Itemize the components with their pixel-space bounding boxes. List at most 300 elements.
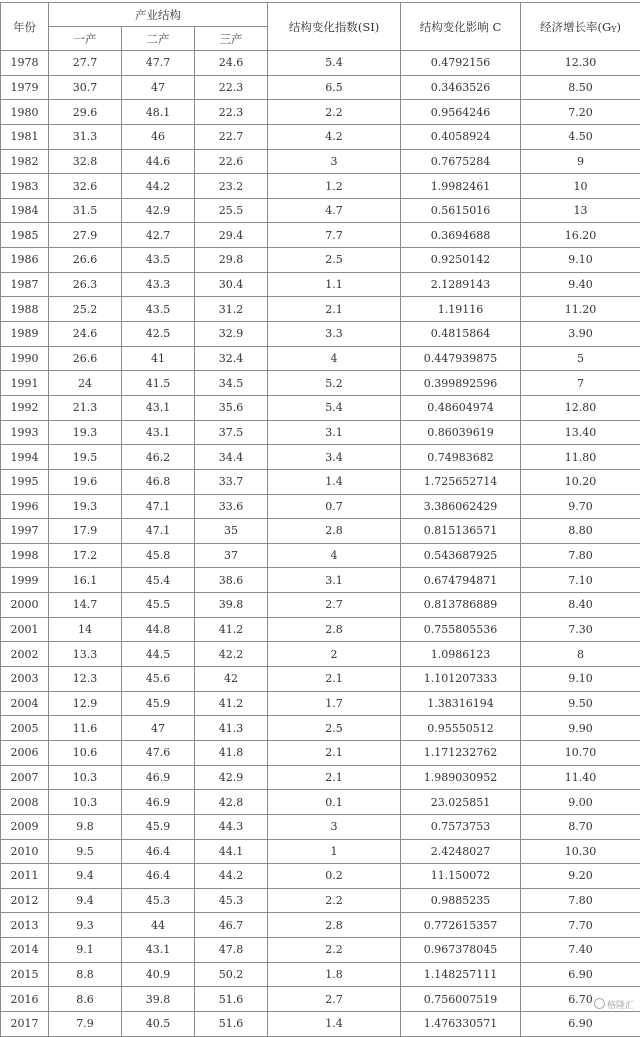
cell-c: 0.772615357 xyxy=(401,913,521,938)
cell-year: 2015 xyxy=(1,962,49,987)
cell-primary: 9.8 xyxy=(49,814,122,839)
cell-tertiary: 47.8 xyxy=(195,938,268,963)
cell-primary: 8.8 xyxy=(49,962,122,987)
table-row xyxy=(1,494,640,519)
cell-si: 2.7 xyxy=(268,987,401,1012)
cell-growth: 9.90 xyxy=(521,716,640,741)
cell-year: 1979 xyxy=(1,75,49,100)
cell-primary: 9.3 xyxy=(49,913,122,938)
table-row xyxy=(1,913,640,938)
table-row xyxy=(1,691,640,716)
cell-growth: 7.80 xyxy=(521,888,640,913)
cell-c: 23.025851 xyxy=(401,790,521,815)
cell-year: 2005 xyxy=(1,716,49,741)
cell-secondary: 46 xyxy=(122,124,195,149)
cell-secondary: 43.1 xyxy=(122,395,195,420)
cell-year: 2010 xyxy=(1,839,49,864)
cell-si: 2.1 xyxy=(268,297,401,322)
cell-c: 2.1289143 xyxy=(401,272,521,297)
cell-primary: 32.6 xyxy=(49,174,122,199)
cell-c: 0.399892596 xyxy=(401,371,521,396)
cell-tertiary: 32.4 xyxy=(195,346,268,371)
cell-growth: 3.90 xyxy=(521,322,640,347)
cell-si: 1.8 xyxy=(268,962,401,987)
cell-si: 2.1 xyxy=(268,740,401,765)
cell-secondary: 44.8 xyxy=(122,617,195,642)
cell-year: 1992 xyxy=(1,395,49,420)
cell-c: 0.9885235 xyxy=(401,888,521,913)
cell-secondary: 43.3 xyxy=(122,272,195,297)
cell-growth: 11.80 xyxy=(521,445,640,470)
cell-si: 5.4 xyxy=(268,395,401,420)
cell-growth: 4.50 xyxy=(521,124,640,149)
cell-year: 2013 xyxy=(1,913,49,938)
cell-tertiary: 42.2 xyxy=(195,642,268,667)
cell-year: 1981 xyxy=(1,124,49,149)
cell-primary: 24.6 xyxy=(49,322,122,347)
table-row xyxy=(1,346,640,371)
cell-year: 1995 xyxy=(1,469,49,494)
cell-c: 0.9564246 xyxy=(401,100,521,125)
cell-c: 0.3694688 xyxy=(401,223,521,248)
cell-primary: 31.3 xyxy=(49,124,122,149)
cell-secondary: 43.1 xyxy=(122,420,195,445)
cell-year: 1980 xyxy=(1,100,49,125)
cell-year: 2012 xyxy=(1,888,49,913)
cell-growth: 7.70 xyxy=(521,913,640,938)
cell-tertiary: 35 xyxy=(195,519,268,544)
header-primary: 一产 xyxy=(49,27,122,51)
cell-tertiary: 39.8 xyxy=(195,593,268,618)
cell-growth: 9.10 xyxy=(521,248,640,273)
table-row xyxy=(1,445,640,470)
cell-c: 1.476330571 xyxy=(401,1011,521,1036)
table-row xyxy=(1,543,640,568)
cell-c: 0.9250142 xyxy=(401,248,521,273)
cell-si: 4 xyxy=(268,543,401,568)
cell-si: 4.7 xyxy=(268,198,401,223)
cell-c: 0.813786889 xyxy=(401,593,521,618)
table-row xyxy=(1,519,640,544)
cell-year: 2007 xyxy=(1,765,49,790)
cell-tertiary: 25.5 xyxy=(195,198,268,223)
cell-si: 1.7 xyxy=(268,691,401,716)
cell-secondary: 45.9 xyxy=(122,814,195,839)
cell-secondary: 42.5 xyxy=(122,322,195,347)
cell-si: 2 xyxy=(268,642,401,667)
cell-growth: 10.20 xyxy=(521,469,640,494)
cell-growth: 9.40 xyxy=(521,272,640,297)
cell-secondary: 46.9 xyxy=(122,790,195,815)
watermark xyxy=(594,998,634,1011)
cell-year: 2000 xyxy=(1,593,49,618)
cell-secondary: 44.6 xyxy=(122,149,195,174)
cell-year: 1985 xyxy=(1,223,49,248)
cell-tertiary: 51.6 xyxy=(195,987,268,1012)
cell-primary: 19.3 xyxy=(49,494,122,519)
table-row xyxy=(1,864,640,889)
cell-growth: 6.90 xyxy=(521,962,640,987)
table-row xyxy=(1,51,640,76)
cell-year: 2003 xyxy=(1,667,49,692)
cell-secondary: 47.7 xyxy=(122,51,195,76)
cell-year: 1997 xyxy=(1,519,49,544)
table-row xyxy=(1,371,640,396)
cell-secondary: 41.5 xyxy=(122,371,195,396)
cell-growth: 9.50 xyxy=(521,691,640,716)
cell-si: 3 xyxy=(268,149,401,174)
cell-primary: 31.5 xyxy=(49,198,122,223)
table-row xyxy=(1,297,640,322)
cell-tertiary: 50.2 xyxy=(195,962,268,987)
cell-c: 0.447939875 xyxy=(401,346,521,371)
cell-year: 2009 xyxy=(1,814,49,839)
cell-c: 0.5615016 xyxy=(401,198,521,223)
cell-secondary: 46.8 xyxy=(122,469,195,494)
cell-growth: 8.40 xyxy=(521,593,640,618)
table-row xyxy=(1,124,640,149)
table-row xyxy=(1,765,640,790)
cell-si: 1.2 xyxy=(268,174,401,199)
cell-c: 0.755805536 xyxy=(401,617,521,642)
cell-tertiary: 44.1 xyxy=(195,839,268,864)
table-row xyxy=(1,814,640,839)
table-row xyxy=(1,716,640,741)
cell-secondary: 44.2 xyxy=(122,174,195,199)
cell-growth: 9 xyxy=(521,149,640,174)
cell-si: 3.4 xyxy=(268,445,401,470)
cell-si: 3.1 xyxy=(268,568,401,593)
cell-growth: 6.90 xyxy=(521,1011,640,1036)
cell-si: 2.7 xyxy=(268,593,401,618)
table-row xyxy=(1,174,640,199)
cell-primary: 7.9 xyxy=(49,1011,122,1036)
cell-tertiary: 33.6 xyxy=(195,494,268,519)
cell-tertiary: 30.4 xyxy=(195,272,268,297)
cell-primary: 32.8 xyxy=(49,149,122,174)
cell-year: 1988 xyxy=(1,297,49,322)
cell-c: 0.4792156 xyxy=(401,51,521,76)
cell-growth: 12.80 xyxy=(521,395,640,420)
table-row xyxy=(1,420,640,445)
cell-year: 2016 xyxy=(1,987,49,1012)
cell-primary: 19.5 xyxy=(49,445,122,470)
cell-primary: 9.5 xyxy=(49,839,122,864)
cell-secondary: 47 xyxy=(122,75,195,100)
cell-si: 3.1 xyxy=(268,420,401,445)
cell-growth: 16.20 xyxy=(521,223,640,248)
cell-c: 0.74983682 xyxy=(401,445,521,470)
cell-growth: 9.20 xyxy=(521,864,640,889)
cell-secondary: 45.3 xyxy=(122,888,195,913)
watermark-logo-icon xyxy=(594,998,605,1009)
cell-growth: 13.40 xyxy=(521,420,640,445)
cell-tertiary: 42.9 xyxy=(195,765,268,790)
cell-secondary: 45.6 xyxy=(122,667,195,692)
cell-growth: 7.40 xyxy=(521,938,640,963)
cell-year: 2017 xyxy=(1,1011,49,1036)
cell-si: 0.7 xyxy=(268,494,401,519)
cell-growth: 7 xyxy=(521,371,640,396)
cell-c: 1.148257111 xyxy=(401,962,521,987)
cell-c: 1.19116 xyxy=(401,297,521,322)
cell-year: 1996 xyxy=(1,494,49,519)
cell-primary: 9.4 xyxy=(49,864,122,889)
cell-c: 11.150072 xyxy=(401,864,521,889)
cell-secondary: 39.8 xyxy=(122,987,195,1012)
cell-si: 2.1 xyxy=(268,667,401,692)
cell-si: 0.1 xyxy=(268,790,401,815)
cell-si: 0.2 xyxy=(268,864,401,889)
cell-growth: 11.20 xyxy=(521,297,640,322)
cell-tertiary: 31.2 xyxy=(195,297,268,322)
cell-primary: 8.6 xyxy=(49,987,122,1012)
cell-tertiary: 38.6 xyxy=(195,568,268,593)
cell-tertiary: 41.2 xyxy=(195,691,268,716)
cell-c: 0.7573753 xyxy=(401,814,521,839)
cell-primary: 24 xyxy=(49,371,122,396)
cell-growth: 12.30 xyxy=(521,51,640,76)
cell-primary: 17.2 xyxy=(49,543,122,568)
table-row xyxy=(1,248,640,273)
cell-year: 1991 xyxy=(1,371,49,396)
cell-c: 1.9982461 xyxy=(401,174,521,199)
cell-c: 0.967378045 xyxy=(401,938,521,963)
header-growth xyxy=(521,3,640,51)
cell-c: 1.0986123 xyxy=(401,642,521,667)
cell-tertiary: 44.3 xyxy=(195,814,268,839)
cell-si: 2.8 xyxy=(268,519,401,544)
cell-growth: 8.80 xyxy=(521,519,640,544)
cell-year: 2006 xyxy=(1,740,49,765)
cell-c: 0.7675284 xyxy=(401,149,521,174)
cell-primary: 13.3 xyxy=(49,642,122,667)
cell-secondary: 42.9 xyxy=(122,198,195,223)
cell-primary: 9.1 xyxy=(49,938,122,963)
cell-si: 2.8 xyxy=(268,913,401,938)
cell-c: 1.989030952 xyxy=(401,765,521,790)
cell-tertiary: 34.4 xyxy=(195,445,268,470)
cell-growth: 7.20 xyxy=(521,100,640,125)
header-c: 结构变化影响 C xyxy=(401,3,521,51)
cell-year: 1982 xyxy=(1,149,49,174)
cell-tertiary: 22.3 xyxy=(195,75,268,100)
cell-year: 1998 xyxy=(1,543,49,568)
cell-si: 1.4 xyxy=(268,1011,401,1036)
cell-secondary: 47.1 xyxy=(122,519,195,544)
cell-growth: 5 xyxy=(521,346,640,371)
cell-si: 2.2 xyxy=(268,938,401,963)
cell-tertiary: 37 xyxy=(195,543,268,568)
cell-c: 0.674794871 xyxy=(401,568,521,593)
header-si: 结构变化指数(SI) xyxy=(268,3,401,51)
industry-structure-table xyxy=(0,2,640,1037)
table-row xyxy=(1,987,640,1012)
cell-c: 1.38316194 xyxy=(401,691,521,716)
cell-year: 1989 xyxy=(1,322,49,347)
cell-primary: 12.3 xyxy=(49,667,122,692)
cell-tertiary: 35.6 xyxy=(195,395,268,420)
cell-si: 1.1 xyxy=(268,272,401,297)
cell-tertiary: 41.8 xyxy=(195,740,268,765)
table-row xyxy=(1,938,640,963)
cell-c: 0.86039619 xyxy=(401,420,521,445)
cell-growth: 11.40 xyxy=(521,765,640,790)
cell-si: 2.2 xyxy=(268,888,401,913)
cell-si: 1.4 xyxy=(268,469,401,494)
header-secondary: 二产 xyxy=(122,27,195,51)
cell-si: 5.2 xyxy=(268,371,401,396)
cell-secondary: 45.9 xyxy=(122,691,195,716)
cell-c: 0.756007519 xyxy=(401,987,521,1012)
cell-secondary: 47.1 xyxy=(122,494,195,519)
table-row xyxy=(1,568,640,593)
cell-year: 1986 xyxy=(1,248,49,273)
cell-growth: 10 xyxy=(521,174,640,199)
table-row xyxy=(1,642,640,667)
cell-si: 2.5 xyxy=(268,248,401,273)
cell-primary: 26.6 xyxy=(49,248,122,273)
cell-year: 1993 xyxy=(1,420,49,445)
cell-growth: 10.70 xyxy=(521,740,640,765)
cell-growth: 13 xyxy=(521,198,640,223)
header-year: 年份 xyxy=(1,3,49,51)
cell-primary: 17.9 xyxy=(49,519,122,544)
cell-primary: 10.6 xyxy=(49,740,122,765)
cell-growth: 9.00 xyxy=(521,790,640,815)
cell-secondary: 46.9 xyxy=(122,765,195,790)
table-row xyxy=(1,839,640,864)
cell-growth: 7.80 xyxy=(521,543,640,568)
table-row xyxy=(1,888,640,913)
cell-primary: 21.3 xyxy=(49,395,122,420)
table-row xyxy=(1,617,640,642)
cell-secondary: 46.2 xyxy=(122,445,195,470)
cell-year: 1999 xyxy=(1,568,49,593)
cell-tertiary: 33.7 xyxy=(195,469,268,494)
cell-c: 3.386062429 xyxy=(401,494,521,519)
table-row xyxy=(1,667,640,692)
table-row xyxy=(1,469,640,494)
cell-si: 4 xyxy=(268,346,401,371)
cell-primary: 9.4 xyxy=(49,888,122,913)
cell-primary: 19.3 xyxy=(49,420,122,445)
cell-tertiary: 37.5 xyxy=(195,420,268,445)
table-header xyxy=(1,3,640,51)
cell-growth: 10.30 xyxy=(521,839,640,864)
cell-c: 0.543687925 xyxy=(401,543,521,568)
cell-c: 0.48604974 xyxy=(401,395,521,420)
cell-secondary: 40.5 xyxy=(122,1011,195,1036)
cell-si: 5.4 xyxy=(268,51,401,76)
cell-tertiary: 22.7 xyxy=(195,124,268,149)
cell-growth: 7.30 xyxy=(521,617,640,642)
header-growth-close: ) xyxy=(617,20,622,34)
cell-primary: 12.9 xyxy=(49,691,122,716)
header-growth-label: 经济增长率(G xyxy=(540,20,611,34)
cell-year: 1987 xyxy=(1,272,49,297)
cell-c: 1.101207333 xyxy=(401,667,521,692)
cell-si: 3.3 xyxy=(268,322,401,347)
cell-primary: 14 xyxy=(49,617,122,642)
cell-year: 1994 xyxy=(1,445,49,470)
table-row xyxy=(1,198,640,223)
cell-year: 2011 xyxy=(1,864,49,889)
cell-si: 3 xyxy=(268,814,401,839)
cell-c: 0.4058924 xyxy=(401,124,521,149)
table-row xyxy=(1,322,640,347)
cell-c: 0.4815864 xyxy=(401,322,521,347)
cell-secondary: 45.5 xyxy=(122,593,195,618)
cell-primary: 11.6 xyxy=(49,716,122,741)
cell-c: 0.95550512 xyxy=(401,716,521,741)
cell-tertiary: 51.6 xyxy=(195,1011,268,1036)
cell-year: 2004 xyxy=(1,691,49,716)
cell-secondary: 47.6 xyxy=(122,740,195,765)
cell-tertiary: 44.2 xyxy=(195,864,268,889)
cell-primary: 14.7 xyxy=(49,593,122,618)
cell-c: 1.171232762 xyxy=(401,740,521,765)
cell-year: 2014 xyxy=(1,938,49,963)
cell-tertiary: 34.5 xyxy=(195,371,268,396)
cell-c: 0.3463526 xyxy=(401,75,521,100)
cell-secondary: 43.5 xyxy=(122,297,195,322)
cell-year: 1990 xyxy=(1,346,49,371)
cell-secondary: 46.4 xyxy=(122,839,195,864)
cell-si: 2.1 xyxy=(268,765,401,790)
cell-secondary: 43.5 xyxy=(122,248,195,273)
cell-secondary: 41 xyxy=(122,346,195,371)
table-row xyxy=(1,962,640,987)
table-body xyxy=(1,51,640,1037)
cell-tertiary: 29.8 xyxy=(195,248,268,273)
cell-growth: 9.10 xyxy=(521,667,640,692)
cell-primary: 16.1 xyxy=(49,568,122,593)
table-row xyxy=(1,75,640,100)
cell-year: 2008 xyxy=(1,790,49,815)
cell-tertiary: 45.3 xyxy=(195,888,268,913)
cell-growth: 9.70 xyxy=(521,494,640,519)
cell-primary: 26.3 xyxy=(49,272,122,297)
cell-tertiary: 22.6 xyxy=(195,149,268,174)
cell-growth: 8.70 xyxy=(521,814,640,839)
cell-primary: 19.6 xyxy=(49,469,122,494)
cell-year: 1984 xyxy=(1,198,49,223)
table-row xyxy=(1,100,640,125)
header-tertiary: 三产 xyxy=(195,27,268,51)
cell-secondary: 45.8 xyxy=(122,543,195,568)
table-row xyxy=(1,740,640,765)
cell-si: 2.2 xyxy=(268,100,401,125)
cell-primary: 26.6 xyxy=(49,346,122,371)
cell-secondary: 44 xyxy=(122,913,195,938)
cell-secondary: 40.9 xyxy=(122,962,195,987)
cell-c: 2.4248027 xyxy=(401,839,521,864)
table-row xyxy=(1,790,640,815)
table-row xyxy=(1,593,640,618)
cell-tertiary: 41.2 xyxy=(195,617,268,642)
table-row xyxy=(1,149,640,174)
cell-tertiary: 42.8 xyxy=(195,790,268,815)
cell-c: 1.725652714 xyxy=(401,469,521,494)
cell-year: 1983 xyxy=(1,174,49,199)
cell-tertiary: 24.6 xyxy=(195,51,268,76)
cell-secondary: 48.1 xyxy=(122,100,195,125)
cell-growth: 8 xyxy=(521,642,640,667)
cell-primary: 10.3 xyxy=(49,765,122,790)
cell-secondary: 45.4 xyxy=(122,568,195,593)
header-growth-subscript: Y xyxy=(611,25,616,34)
